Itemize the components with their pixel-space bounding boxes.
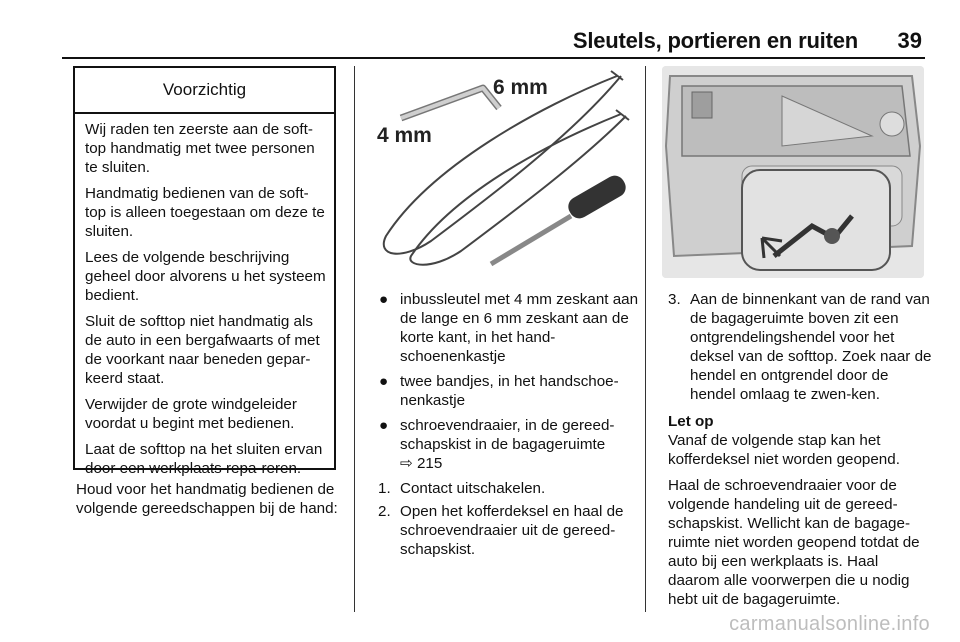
step-text: Contact uitschakelen. xyxy=(400,480,546,497)
step-number: 2. xyxy=(378,503,391,520)
list-item-text: inbussleutel met 4 mm zeskant aan de lange en 6 mm zeskant aan de korte kant, in het hand-schoenenkastje xyxy=(400,291,639,365)
caution-box xyxy=(73,66,336,477)
caution-paragraph: Verwijder de grote windgeleider voordat u begint met bedienen. xyxy=(85,396,297,432)
bullet-icon: ● xyxy=(379,373,389,390)
step-text: Open het kofferdeksel en haal de schroevendraaier uit de gereed-schapskist. xyxy=(400,503,624,558)
note-label: Let op xyxy=(668,413,714,430)
step-item xyxy=(374,479,642,498)
page-reference-link[interactable]: ⇨ 215 xyxy=(400,455,443,472)
right-column xyxy=(668,290,933,616)
header-rule xyxy=(62,57,925,59)
caution-paragraph: Lees de volgende beschrijving geheel door alvorens u het systeem bedient. xyxy=(85,249,326,304)
list-item xyxy=(374,416,642,473)
caution-paragraph: Wij raden ten zeerste aan de soft-top handmatig met twee personen te sluiten. xyxy=(85,121,315,176)
caution-paragraph: Handmatig bedienen van de soft-top is alleen toegestaan om deze te sluiten. xyxy=(85,185,325,240)
list-item-text: schroevendraaier, in de gereed-schapskist in de bagageruimte xyxy=(400,417,615,453)
step-number: 3. xyxy=(668,291,681,308)
header-title: Sleutels, portieren en ruiten xyxy=(572,28,858,53)
column-divider xyxy=(354,66,355,612)
list-item-text: twee bandjes, in het handschoe-nenkastje xyxy=(400,373,619,409)
caution-paragraph: Sluit de softtop niet handmatig als de auto in een bergafwaarts of met de voorkant naar beneden gepar-keerd staat. xyxy=(85,313,320,387)
column-divider xyxy=(645,66,646,612)
step-item xyxy=(374,502,642,559)
caution-heading: Voorzichtig xyxy=(75,68,334,114)
step-text: Aan de binnenkant van de rand van de bagageruimte boven zit een ontgrendelingshendel voor het deksel van de softtop. Zoek naar de hendel en ontgrendel door de hendel omlaag te zwen-ken. xyxy=(690,291,932,403)
tools-illustration xyxy=(371,66,633,278)
right-paragraph: Haal de schroevendraaier voor de volgende handeling uit de gereed-schapskist. Wellicht kan de bagage-ruimte niet worden geopend totdat de auto bij een werkplaats is. Haal daarom alle voorwerpen die u nodig hebt uit de bagageruimte. xyxy=(668,477,920,608)
list-item xyxy=(374,290,642,366)
caution-body xyxy=(75,114,334,478)
note-text: Vanaf de volgende stap kan het kofferdeksel niet worden geopend. xyxy=(668,432,900,468)
watermark: carmanualsonline.info xyxy=(729,613,930,635)
intro-paragraph: Houd voor het handmatig bedienen de volgende gereedschappen bij de hand: xyxy=(76,481,338,517)
step-item xyxy=(668,290,933,404)
label-4mm: 4 mm xyxy=(377,124,432,147)
label-6mm: 6 mm xyxy=(493,76,548,99)
list-item xyxy=(374,372,642,410)
tools-list xyxy=(374,290,642,563)
step-number: 1. xyxy=(378,480,391,497)
bullet-icon: ● xyxy=(379,291,389,308)
caution-paragraph: Laat de softtop na het sluiten ervan door een werkplaats repa-reren. xyxy=(85,441,323,477)
trunk-release-illustration xyxy=(662,66,924,278)
page-number: 39 xyxy=(897,28,922,53)
bullet-icon: ● xyxy=(379,417,389,434)
